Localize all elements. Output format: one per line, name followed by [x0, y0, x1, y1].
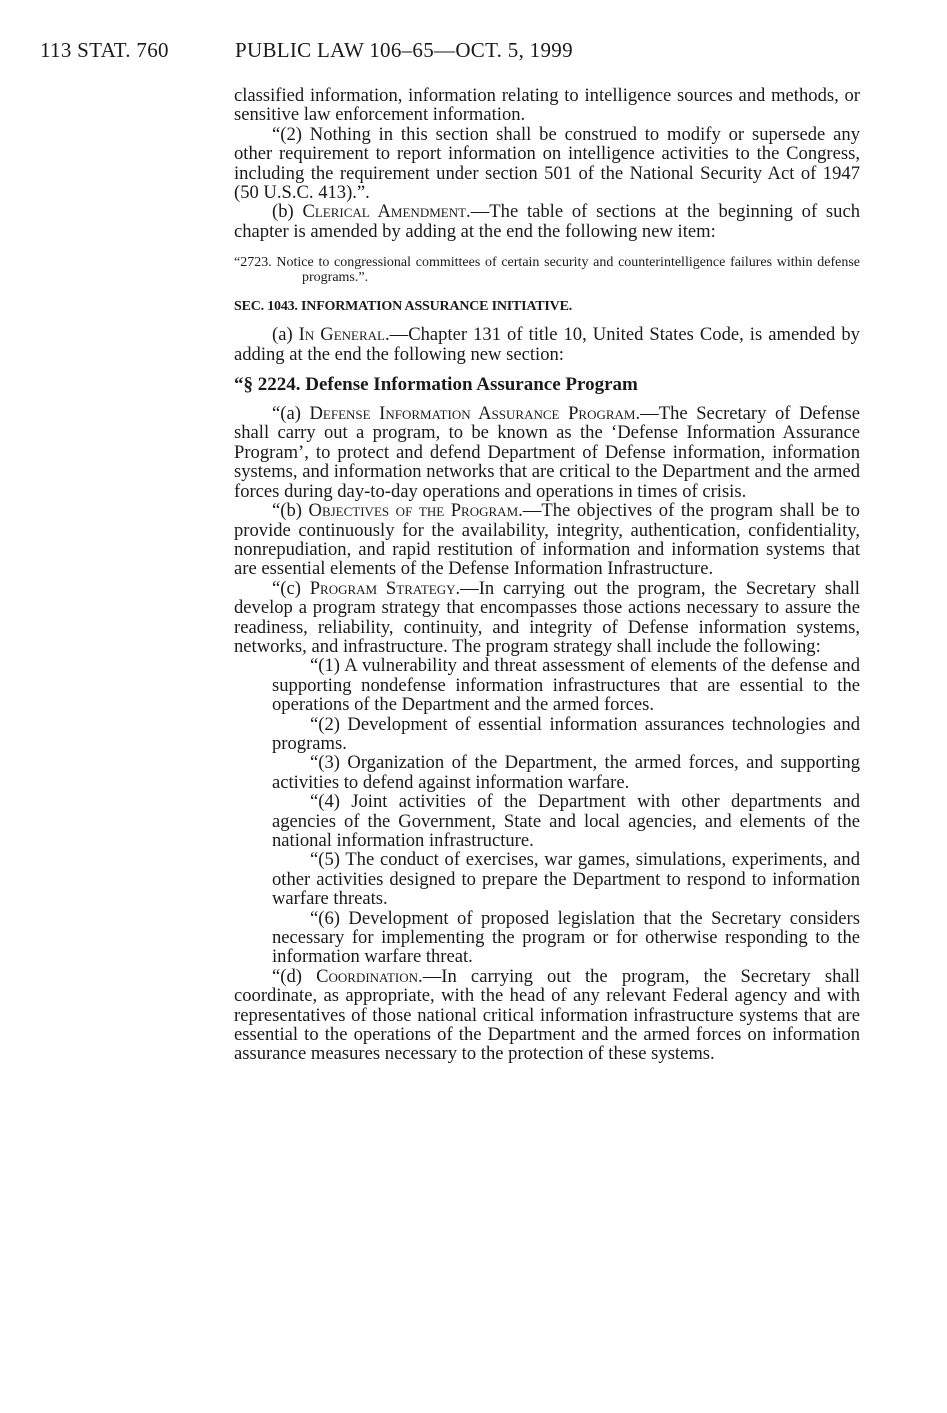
paragraph-text: .—Chapter 131 of title 10, United States Code, is amended by adding at the end the following new section: [234, 324, 860, 365]
public-law-reference: PUBLIC LAW 106–65—OCT. 5, 1999 [235, 38, 573, 62]
strategy-item-2: “(2) Development of essential information assurances technologies and programs. [272, 713, 860, 754]
paragraph-text: .—The objectives of the program shall be to provide continuously for the availability, integrity, authentication, confidentiality, nonrepudiation, and rapid restitution of information and information systems that are essential elements of the Defense Information Infrastructure. [234, 500, 860, 580]
paragraph-in-general [234, 325, 860, 364]
paragraph-subsection-d [234, 967, 860, 1064]
paragraph-subsection-2: “(2) Nothing in this section shall be construed to modify or supersede any other requirement to report information on intelligence activities to the Congress, including the requirement under section 501 of the National Security Act of 1947 (50 U.S.C. 413).”. [234, 123, 860, 204]
paragraph-subsection-c [234, 579, 860, 657]
new-section-heading: “§ 2224. Defense Information Assurance Program [234, 374, 638, 396]
paragraph-caption: In General [298, 324, 385, 346]
table-of-sections-item: “2723. Notice to congressional committees of certain security and counterintelligence failures within defense programs.”. [234, 255, 860, 286]
statute-page-reference: 113 STAT. 760 [40, 38, 169, 62]
strategy-item-5: “(5) The conduct of exercises, war games, simulations, experiments, and other activities designed to prepare the Department to respond to information warfare threats. [272, 849, 860, 910]
strategy-item-6: “(6) Development of proposed legislation that the Secretary considers necessary for implementing the program or for otherwise responding to the information warfare threat. [272, 907, 860, 968]
paragraph-clerical-amendment [234, 202, 860, 241]
paragraph-text: .—In carrying out the program, the Secretary shall coordinate, as appropriate, with the head of any relevant Federal agency and with representatives of those national critical information infrastructure systems that are essential to the operations of the Department and the armed forces on information assurance measures necessary to the protection of these systems. [234, 965, 860, 1065]
strategy-item-1: “(1) A vulnerability and threat assessment of elements of the defense and supporting nondefense information infrastructures that are essential to the operations of the Department and the armed forces. [272, 655, 860, 716]
paragraph-lead: “(c) [272, 577, 310, 599]
paragraph-caption: Program Strategy [309, 577, 456, 599]
paragraph-caption: Coordination [316, 965, 419, 987]
page-body [234, 86, 860, 1064]
paragraph-text: .—The table of sections at the beginning of such chapter is amended by adding at the end the following new item: [234, 201, 860, 242]
paragraph-text: .—The Secretary of Defense shall carry out a program, to be known as the ‘Defense Information Assurance Program’, to protect and defend Department of Defense information, information systems, and information networks that are critical to the Department and the armed forces during day-to-day operations and operations in times of crisis. [234, 403, 860, 502]
section-heading: SEC. 1043. INFORMATION ASSURANCE INITIATIVE. [234, 299, 573, 315]
paragraph-lead: (b) [272, 201, 303, 223]
paragraph-subsection-b [234, 501, 860, 579]
paragraph-caption: Defense Information Assurance Program [309, 403, 636, 425]
strategy-item-3: “(3) Organization of the Department, the armed forces, and supporting activities to defend against information warfare. [272, 752, 860, 793]
running-head [40, 38, 860, 68]
paragraph-continuation: classified information, information relating to intelligence sources and methods, or sensitive law enforcement information. [234, 85, 860, 126]
paragraph-lead: (a) [272, 324, 299, 346]
paragraph-caption: Clerical Amendment [302, 201, 467, 223]
paragraph-caption: Objectives of the Program [308, 500, 519, 522]
paragraph-lead: “(b) [272, 500, 309, 522]
paragraph-subsection-a [234, 404, 860, 501]
paragraph-text: .—In carrying out the program, the Secretary shall develop a program strategy that encompasses those actions necessary to assure the readiness, reliability, continuity, and integrity of Defense information systems, networks, and infrastructure. The program strategy shall include the following: [234, 577, 860, 657]
strategy-item-4: “(4) Joint activities of the Department with other departments and agencies of the Government, State and local agencies, and elements of the national information infrastructure. [272, 791, 860, 851]
paragraph-lead: “(a) [272, 403, 310, 425]
paragraph-lead: “(d) [272, 965, 317, 987]
